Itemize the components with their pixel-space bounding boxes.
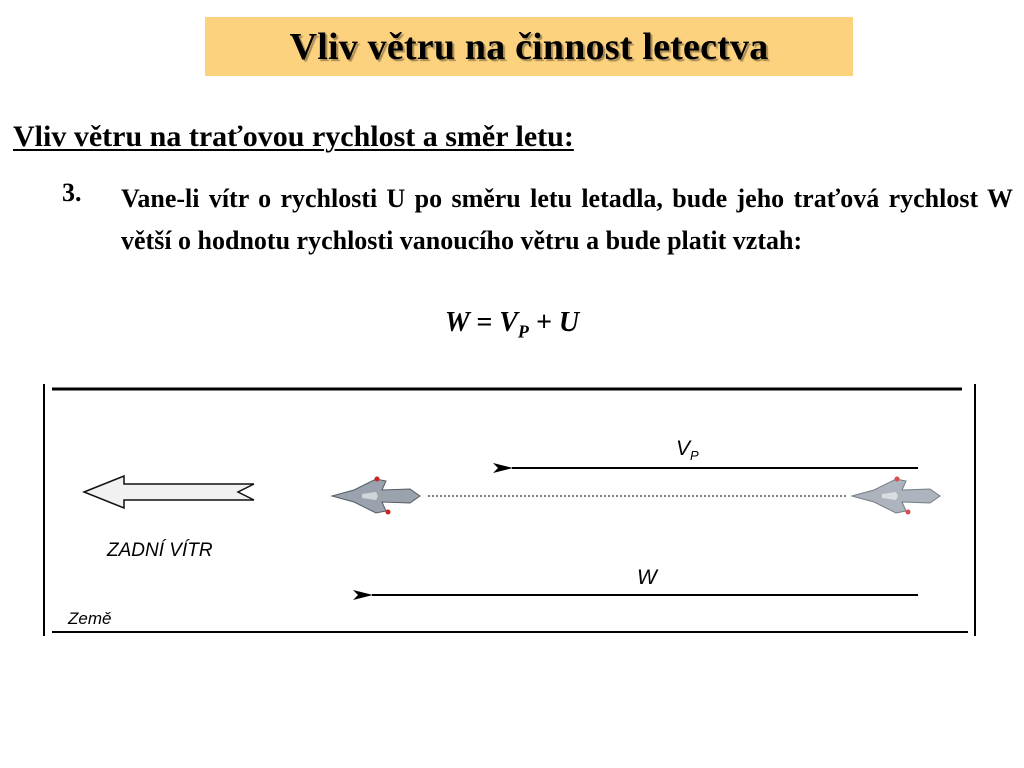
item-text: Vane-li vítr o rychlosti U po směru letu letadla, bude jeho traťová rychlost W větší o hodnotu rychlosti vanoucího větru a bude platit vztah: xyxy=(121,184,1013,255)
wind-label: ZADNÍ VÍTR xyxy=(107,540,213,561)
section-heading: Vliv větru na traťovou rychlost a směr letu: xyxy=(13,120,574,153)
title-box xyxy=(205,17,853,76)
formula-subscript: P xyxy=(517,321,529,342)
vp-label-sub: P xyxy=(690,448,699,463)
w-label: W xyxy=(637,566,657,589)
diagram-canvas xyxy=(0,378,1024,640)
formula xyxy=(0,307,1024,343)
aircraft-icon xyxy=(852,477,940,515)
formula-rhs: + U xyxy=(528,307,580,338)
vp-label-main: V xyxy=(676,437,691,460)
vp-label xyxy=(676,437,699,463)
wind-diagram xyxy=(0,378,1024,640)
aircraft-icon xyxy=(332,477,420,515)
ground-label: Země xyxy=(68,609,112,628)
formula-lhs: W = V xyxy=(444,307,518,338)
item-number: 3. xyxy=(62,178,82,207)
slide-title: Vliv větru na činnost letectva xyxy=(289,25,769,68)
left-arrow-icon xyxy=(84,476,254,508)
